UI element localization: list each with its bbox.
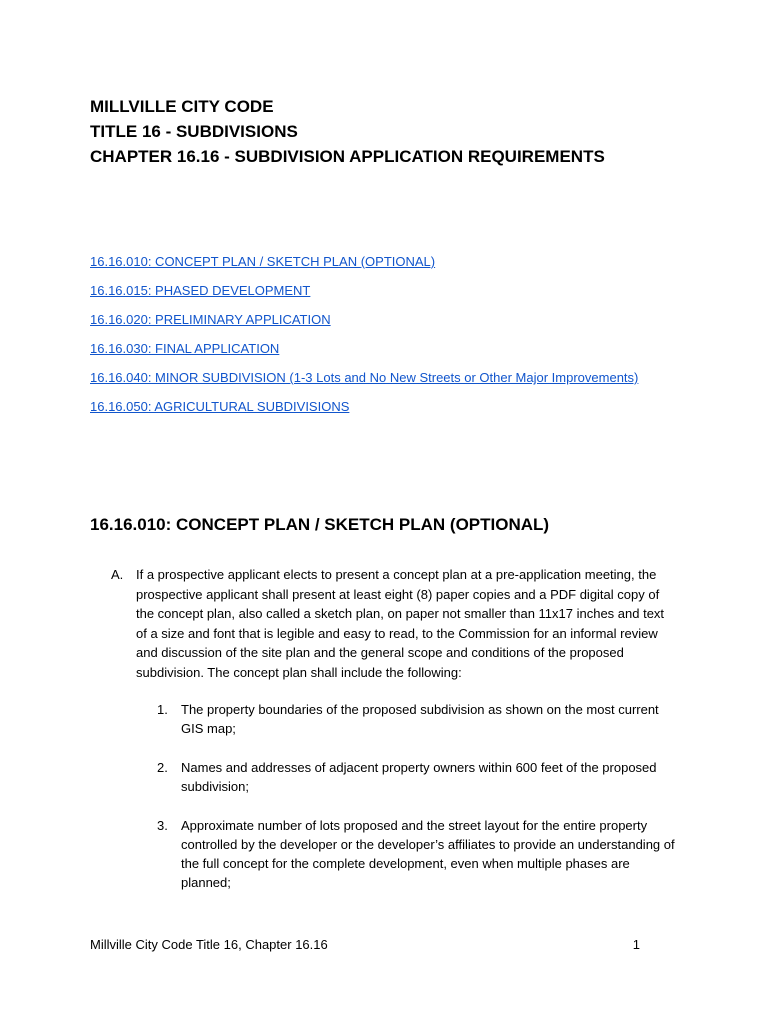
chapter-heading: CHAPTER 16.16 - SUBDIVISION APPLICATION REQUIREMENTS <box>90 147 605 166</box>
list-item-number: 2. <box>157 760 168 775</box>
title-heading: TITLE 16 - SUBDIVISIONS <box>90 122 298 141</box>
table-of-contents <box>90 247 710 421</box>
section-title: 16.16.010: CONCEPT PLAN / SKETCH PLAN (OPTIONAL) <box>90 515 550 534</box>
paragraph-a <box>111 565 671 682</box>
list-item-number: 1. <box>157 702 168 717</box>
toc-link-16-16-015[interactable]: 16.16.015: PHASED DEVELOPMENT <box>90 283 311 298</box>
page-footer <box>90 936 640 954</box>
requirements-list <box>157 700 677 912</box>
list-item <box>157 700 677 738</box>
footer-text: Millville City Code Title 16, Chapter 16.16 <box>90 937 328 952</box>
list-item-text: Names and addresses of adjacent property owners within 600 feet of the proposed subdivision; <box>181 760 657 794</box>
list-item-number: 3. <box>157 818 168 833</box>
toc-link-16-16-020[interactable]: 16.16.020: PRELIMINARY APPLICATION <box>90 312 331 327</box>
list-item-text: Approximate number of lots proposed and the street layout for the entire property controlled by the developer or the developer’s affiliates to provide an understanding of the full concept for the complete development, even when multiple phases are planned; <box>181 818 675 890</box>
paragraph-text: If a prospective applicant elects to present a concept plan at a pre-application meeting, the prospective applicant shall present at least eight (8) paper copies and a PDF digital copy of the concept plan, also called a sketch plan, on paper not smaller than 11x17 inches and text of a size and font that is legible and easy to read, to the Commission for an informal review and discussion of the site plan and the general scope and conditions of the proposed subdivision. The concept plan shall include the following: <box>136 567 665 680</box>
paragraph-label: A. <box>111 567 124 582</box>
code-title: MILLVILLE CITY CODE <box>90 97 274 116</box>
toc-link-16-16-050[interactable]: 16.16.050: AGRICULTURAL SUBDIVISIONS <box>90 399 350 414</box>
page-number: 1 <box>632 937 640 952</box>
list-item <box>157 816 677 892</box>
list-item <box>157 758 677 796</box>
list-item-text: The property boundaries of the proposed subdivision as shown on the most current GIS map; <box>181 702 659 736</box>
toc-link-16-16-010[interactable]: 16.16.010: CONCEPT PLAN / SKETCH PLAN (OPTIONAL) <box>90 254 436 269</box>
toc-link-16-16-030[interactable]: 16.16.030: FINAL APPLICATION <box>90 341 280 356</box>
toc-link-16-16-040[interactable]: 16.16.040: MINOR SUBDIVISION (1-3 Lots and No New Streets or Other Major Improvements) <box>90 370 639 385</box>
document-header <box>90 94 710 169</box>
